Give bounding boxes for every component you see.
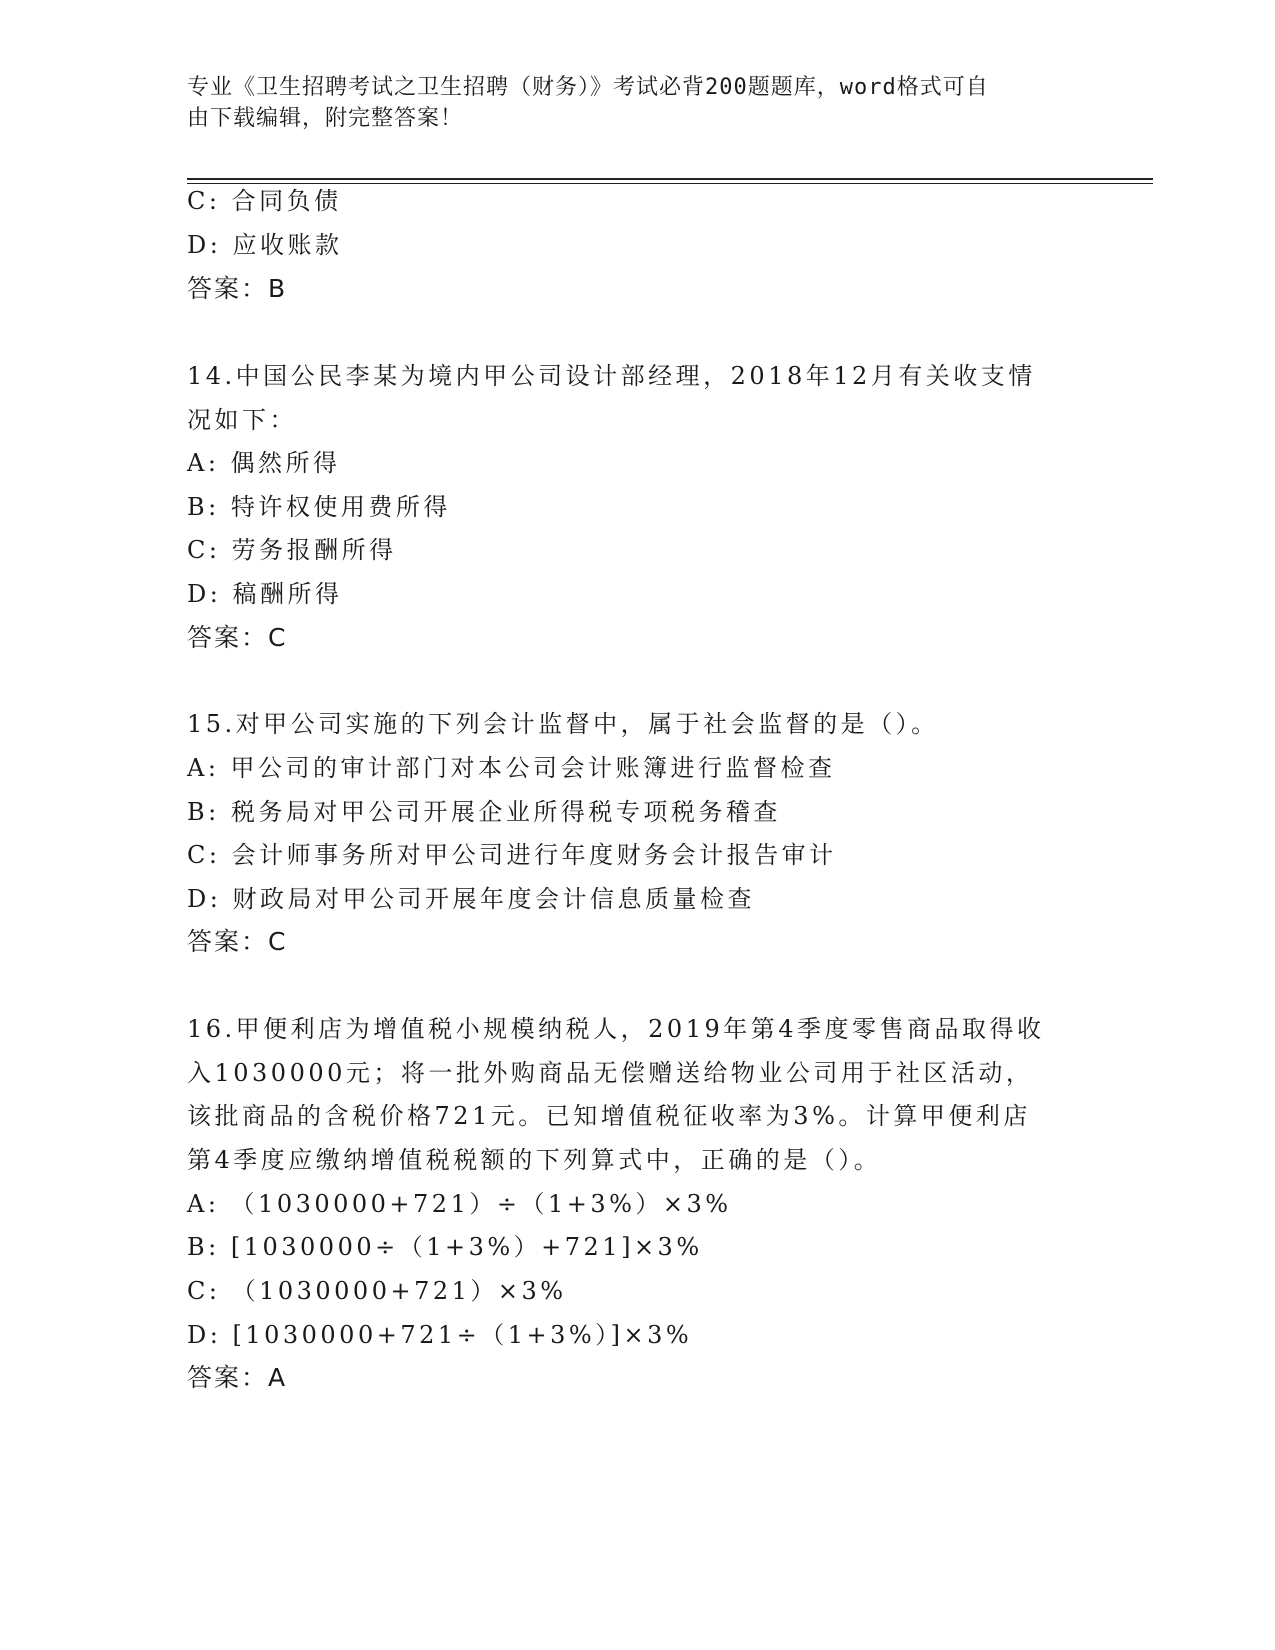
q16-answer: 答案：A: [187, 1363, 288, 1392]
q13-option-c: C: 合同负债: [187, 187, 342, 215]
q15-stem-line-1: 15.对甲公司实施的下列会计监督中，属于社会监督的是（）。: [187, 710, 939, 738]
q14-option-c: C: 劳务报酬所得: [187, 536, 397, 564]
q15-option-d: D: 财政局对甲公司开展年度会计信息质量检查: [187, 885, 755, 913]
q13-answer: 答案：B: [187, 274, 288, 303]
q16-option-d: D: [1030000+721÷（1+3%）]×3%: [187, 1321, 693, 1349]
q14-stem-line-1: 14.中国公民李某为境内甲公司设计部经理，2018年12月有关收支情: [187, 362, 1036, 390]
q14-option-b: B: 特许权使用费所得: [187, 493, 451, 521]
q15-option-b: B: 税务局对甲公司开展企业所得税专项税务稽查: [187, 798, 781, 826]
header-line-1: 专业《卫生招聘考试之卫生招聘（财务）》考试必背200题题库，word格式可自: [187, 75, 989, 100]
q13-option-d: D: 应收账款: [187, 231, 343, 259]
document-header: [187, 72, 1067, 134]
q16-option-a: A: （1030000+721）÷（1+3%）×3%: [187, 1190, 732, 1218]
q15-option-c: C: 会计师事务所对甲公司进行年度财务会计报告审计: [187, 841, 837, 869]
q15-option-a: A: 甲公司的审计部门对本公司会计账簿进行监督检查: [187, 754, 836, 782]
q14-stem-line-2: 况如下：: [187, 406, 297, 434]
header-line-2: 由下载编辑，附完整答案！: [187, 106, 464, 131]
q16-stem-line-3: 该批商品的含税价格721元。已知增值税征收率为3%。计算甲便利店: [187, 1102, 1031, 1130]
q16-option-b: B: [1030000÷（1+3%）+721]×3%: [187, 1233, 703, 1261]
q14-option-a: A: 偶然所得: [187, 449, 341, 477]
q16-stem-line-2: 入1030000元；将一批外购商品无偿赠送给物业公司用于社区活动，: [187, 1059, 1034, 1087]
q16-stem-line-1: 16.甲便利店为增值税小规模纳税人，2019年第4季度零售商品取得收: [187, 1015, 1045, 1043]
q14-option-d: D: 稿酬所得: [187, 580, 343, 608]
q14-answer: 答案：C: [187, 623, 288, 652]
q15-answer: 答案：C: [187, 927, 288, 956]
q16-option-c: C: （1030000+721）×3%: [187, 1277, 567, 1305]
q16-stem-line-4: 第4季度应缴纳增值税税额的下列算式中，正确的是（）。: [187, 1146, 882, 1174]
